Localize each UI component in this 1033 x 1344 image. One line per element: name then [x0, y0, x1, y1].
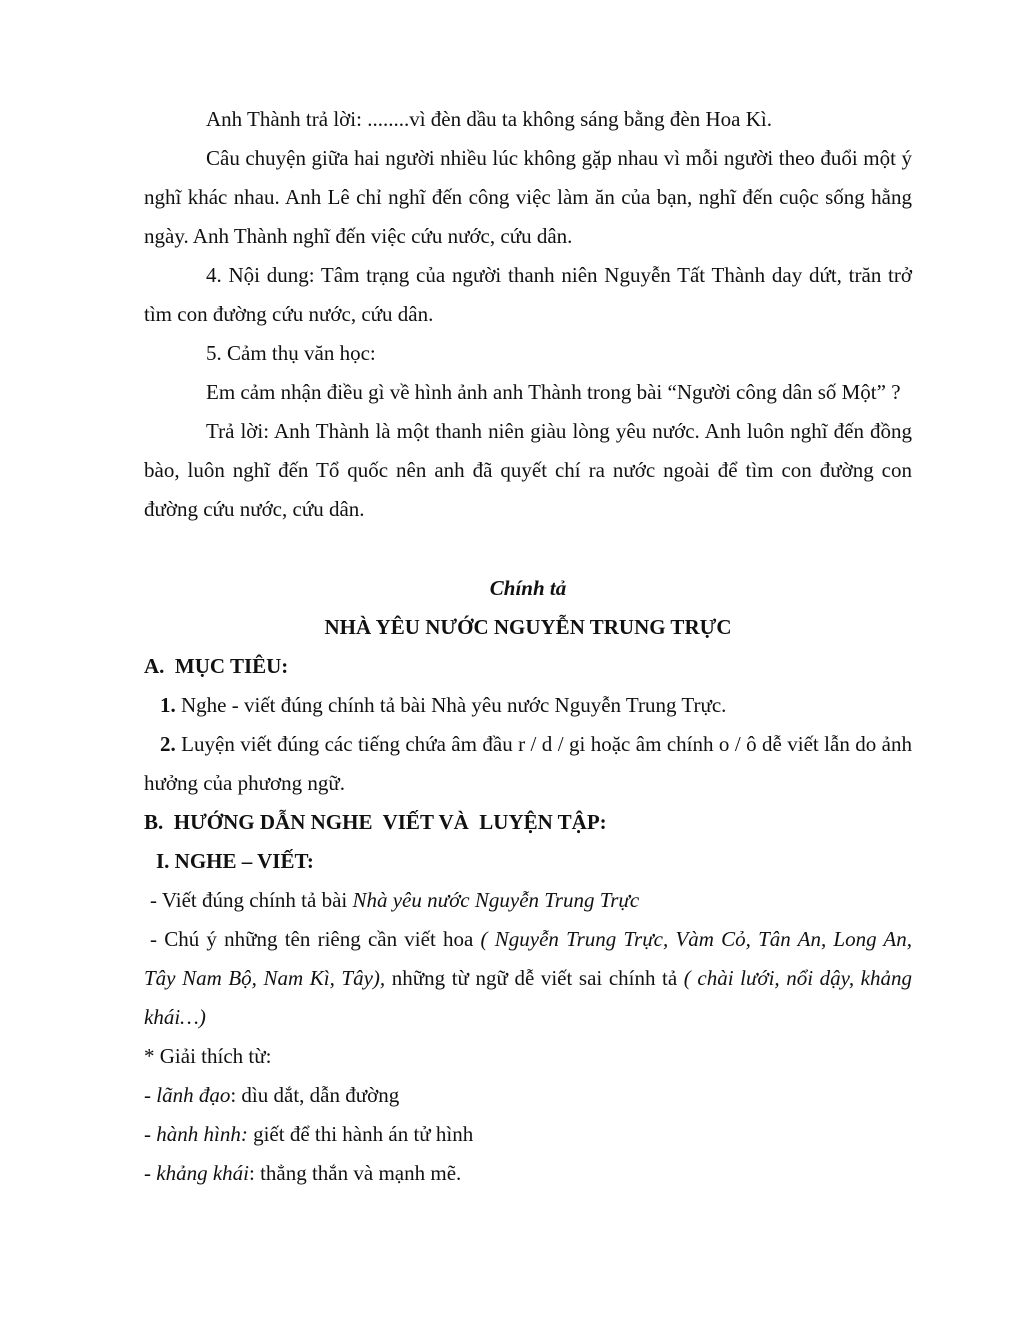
gloss-1-term: lãnh đạo [156, 1083, 231, 1107]
para-question: Em cảm nhận điều gì về hình ảnh anh Thành trong bài “Người công dân số Một” ? [206, 380, 901, 404]
note-line-proper-names [144, 920, 912, 1037]
section-a-heading: A. MỤC TIÊU: [144, 654, 289, 678]
gloss-item-hanh-hinh [144, 1115, 912, 1154]
item-2-number: 2. [160, 732, 176, 756]
gloss-header: * Giải thích từ: [144, 1044, 272, 1068]
gloss-2-dash: - [144, 1122, 157, 1146]
item-1-text: Nghe - viết đúng chính tả bài Nhà yêu nước Nguyễn Trung Trực. [175, 693, 727, 717]
note-2-words-italic: ( chài lưới, nổi dậy, khảng khái…) [144, 966, 912, 1029]
gloss-item-lanh-dao [144, 1076, 912, 1115]
item-2-text: Luyện viết đúng các tiếng chứa âm đầu r / d / gi hoặc âm chính o / ô dễ viết lẫn do ảnh hưởng của phương ngữ. [144, 732, 912, 795]
gloss-1-definition: : dìu dắt, dẫn đường [230, 1083, 400, 1107]
para-cam-thu-van-hoc: 5. Cảm thụ văn học: [206, 341, 376, 365]
gloss-3-dash: - [144, 1161, 157, 1185]
note-2-text-a: - Chú ý những tên riêng cần viết hoa [150, 927, 481, 951]
gloss-1-dash: - [144, 1083, 157, 1107]
gloss-3-definition: : thẳng thắn và mạnh mẽ. [248, 1161, 462, 1185]
subsection-i-heading: I. NGHE – VIẾT: [156, 849, 314, 873]
gloss-item-khang-khai [144, 1154, 912, 1193]
note-1-text: - Viết đúng chính tả bài [150, 888, 353, 912]
note-line-dictation [144, 881, 912, 920]
objective-item-1 [144, 686, 912, 725]
heading-lesson-title: NHÀ YÊU NƯỚC NGUYỄN TRUNG TRỰC [324, 615, 732, 639]
gloss-2-term: hành hình: [156, 1122, 248, 1146]
gloss-2-definition: giết để thi hành án tử hình [247, 1122, 474, 1146]
item-1-number: 1. [160, 693, 176, 717]
note-2-names-italic: ( Nguyễn Trung Trực, Vàm Cỏ, Tân An, Long An, Tây Nam Bộ, Nam Kì, Tây), [144, 927, 913, 990]
para-answer: Trả lời: Anh Thành là một thanh niên giàu lòng yêu nước. Anh luôn nghĩ đến đồng bào, luôn nghĩ đến Tổ quốc nên anh đã quyết chí ra nước ngoài để tìm con đường con đường cứu nước, cứu dân. [144, 419, 912, 521]
gloss-3-term: khảng khái [156, 1161, 249, 1185]
para-anh-thanh-reply: Anh Thành trả lời: ........vì đèn dầu ta không sáng bằng đèn Hoa Kì. [206, 107, 772, 131]
note-1-title-italic: Nhà yêu nước Nguyễn Trung Trực [352, 888, 640, 912]
section-b-heading: B. HƯỚNG DẪN NGHE VIẾT VÀ LUYỆN TẬP: [144, 810, 607, 834]
objective-item-2 [144, 725, 912, 803]
heading-chinh-ta: Chính tả [489, 576, 567, 600]
para-story-analysis: Câu chuyện giữa hai người nhiều lúc không gặp nhau vì mỗi người theo đuổi một ý nghĩ khác nhau. Anh Lê chỉ nghĩ đến công việc làm ăn của bạn, nghĩ đến cuộc sống hằng ngày. Anh Thành nghĩ đến việc cứu nước, cứu dân. [144, 146, 912, 248]
note-2-text-b: những từ ngữ dễ viết sai chính tả [391, 966, 684, 990]
para-noi-dung: 4. Nội dung: Tâm trạng của người thanh niên Nguyễn Tất Thành day dứt, trăn trở tìm con đường cứu nước, cứu dân. [144, 263, 912, 326]
